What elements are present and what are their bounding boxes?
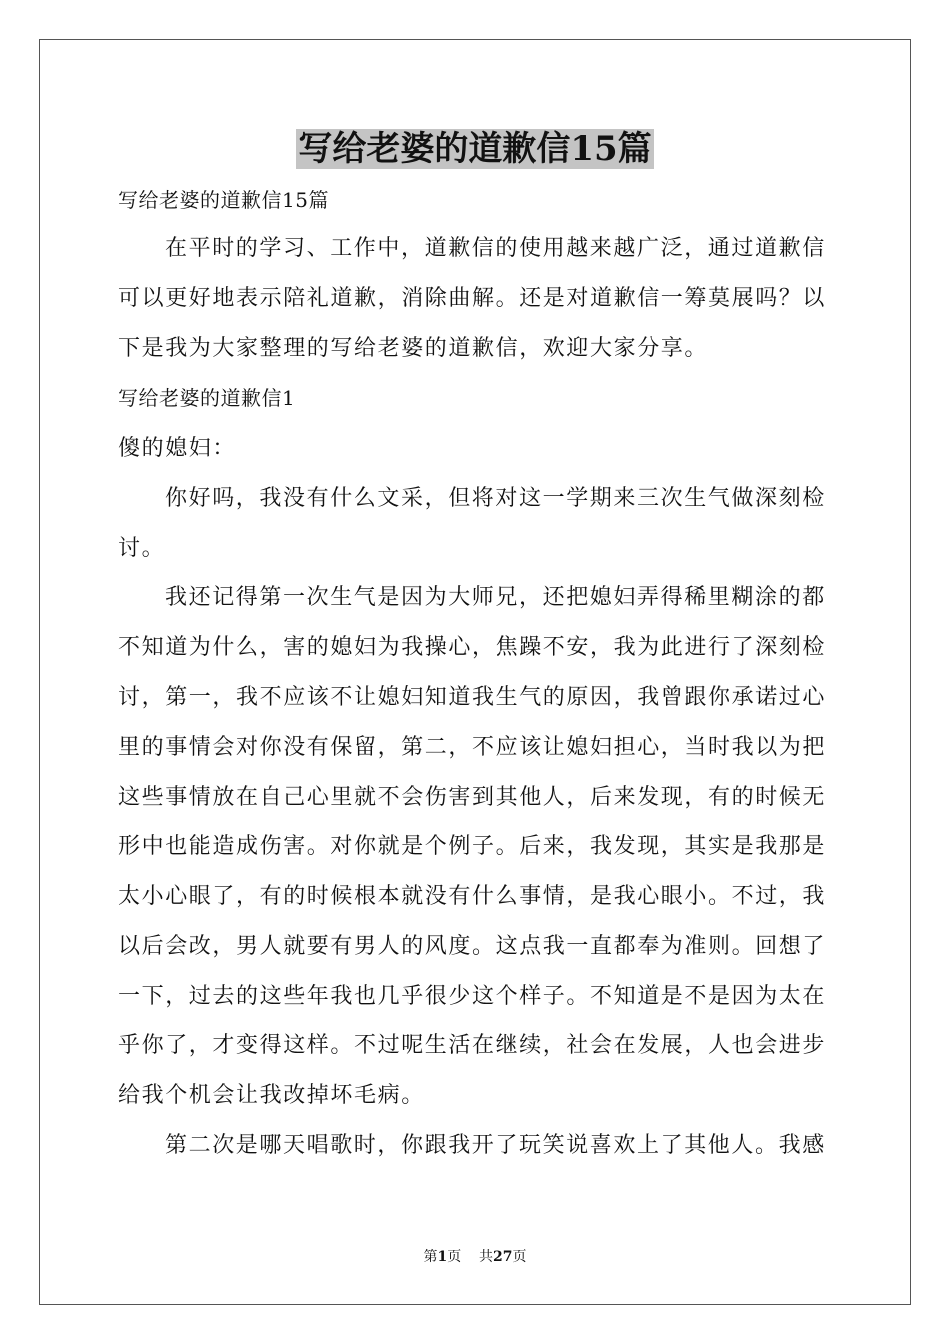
para3-line-1: 第二次是哪天唱歌时，你跟我开了玩笑说喜欢上了其他人。我感 (165, 1133, 826, 1158)
document-title (0, 126, 950, 172)
page-border (39, 39, 911, 1305)
page-footer (0, 1247, 950, 1267)
footer-total-prefix: 共 (479, 1249, 494, 1265)
salutation: 傻的媳妇： (118, 436, 237, 461)
para1-line-1: 你好吗，我没有什么文采，但将对这一学期来三次生气做深刻检 (165, 486, 826, 511)
footer-total-suffix: 页 (512, 1249, 527, 1265)
para2-line-5: 这些事情放在自己心里就不会伤害到其他人，后来发现，有的时候无 (118, 785, 827, 810)
footer-page-number: 1 (437, 1249, 448, 1265)
para2-line-11: 给我个机会让我改掉坏毛病。 (118, 1083, 425, 1108)
para1-line-2: 讨。 (118, 536, 166, 561)
para2-line-4: 里的事情会对你没有保留，第二，不应该让媳妇担心，当时我以为把 (118, 735, 827, 760)
para2-line-8: 以后会改，男人就要有男人的风度。这点我一直都奉为准则。回想了 (118, 934, 827, 959)
footer-page-suffix: 页 (447, 1249, 462, 1265)
footer-total-pages: 27 (493, 1249, 513, 1265)
para2-line-2: 不知道为什么，害的媳妇为我操心，焦躁不安，我为此进行了深刻检 (118, 635, 827, 660)
document-title-text: 写给老婆的道歉信15篇 (298, 129, 652, 169)
intro-line-3: 下是我为大家整理的写给老婆的道歉信，欢迎大家分享。 (118, 336, 709, 361)
para2-line-3: 讨，第一，我不应该不让媳妇知道我生气的原因，我曾跟你承诺过心 (118, 685, 827, 710)
footer-page-prefix: 第 (423, 1249, 438, 1265)
intro-line-1: 在平时的学习、工作中，道歉信的使用越来越广泛，通过道歉信 (165, 236, 826, 261)
intro-line-2: 可以更好地表示陪礼道歉，消除曲解。还是对道歉信一筹莫展吗？以 (118, 286, 827, 311)
para2-line-1: 我还记得第一次生气是因为大师兄，还把媳妇弄得稀里糊涂的都 (165, 585, 826, 610)
section-heading: 写给老婆的道歉信1 (118, 386, 296, 410)
document-subtitle: 写给老婆的道歉信15篇 (118, 188, 329, 212)
para2-line-10: 乎你了，才变得这样。不过呢生活在继续，社会在发展，人也会进步 (118, 1033, 827, 1058)
para2-line-7: 太小心眼了，有的时候根本就没有什么事情，是我心眼小。不过，我 (118, 884, 827, 909)
para2-line-9: 一下，过去的这些年我也几乎很少这个样子。不知道是不是因为太在 (118, 984, 827, 1009)
para2-line-6: 形中也能造成伤害。对你就是个例子。后来，我发现，其实是我那是 (118, 834, 827, 859)
